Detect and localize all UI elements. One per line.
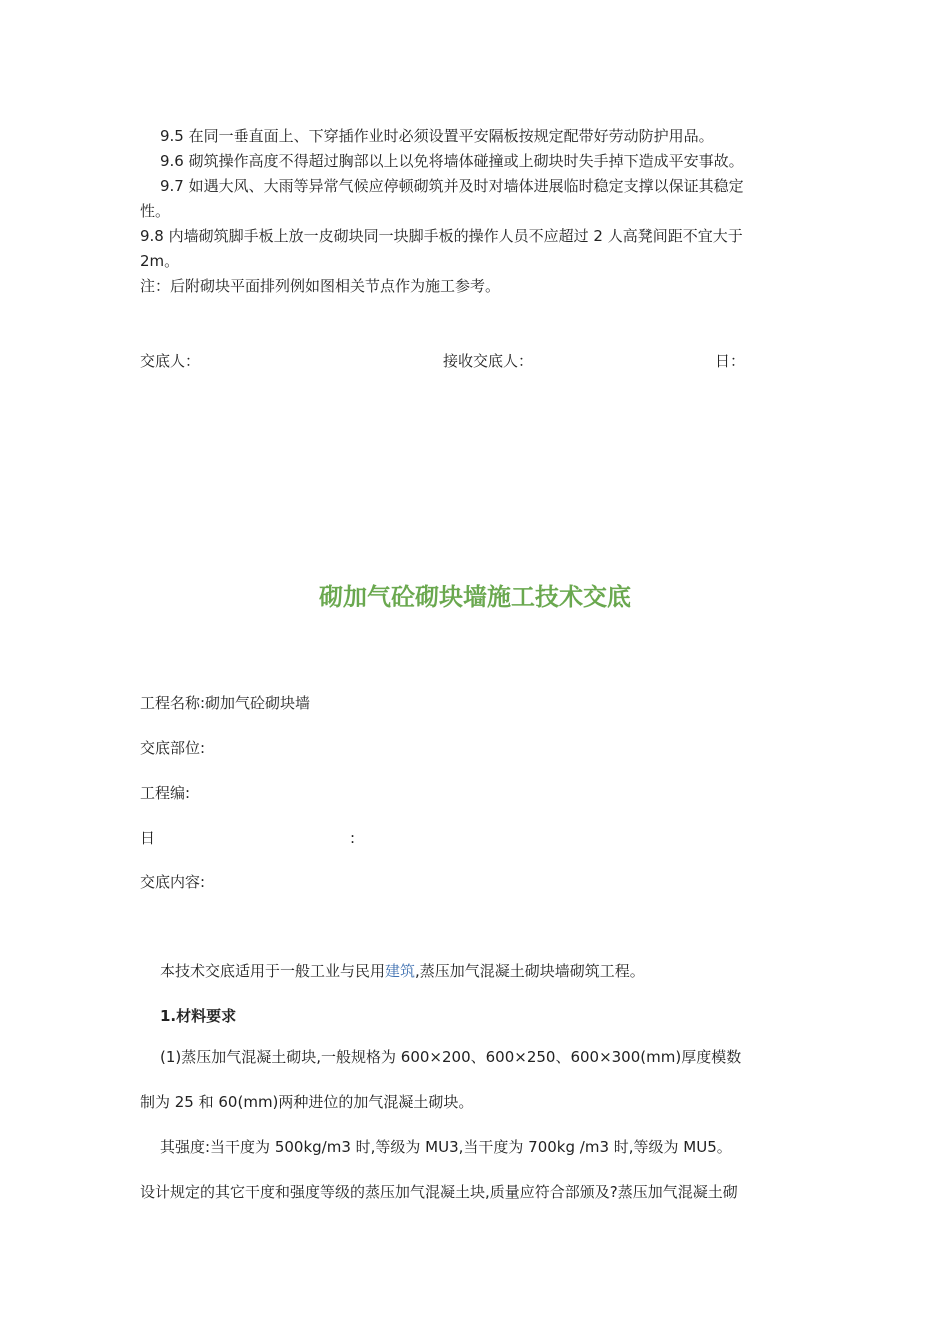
field-project-no: 工程编: bbox=[140, 784, 191, 802]
intro-paragraph bbox=[160, 959, 810, 984]
signature-date: 日： bbox=[715, 352, 746, 370]
document-title: 砌加气砼砌块墙施工技术交底 bbox=[319, 582, 631, 611]
clause-9-6: 9.6 砌筑操作高度不得超过胸部以上以免将墙体碰撞或上砌块时失手掉下造成平安事故。 bbox=[160, 152, 744, 170]
note: 注：后附砌块平面排列例如图相关节点作为施工参考。 bbox=[140, 277, 501, 295]
section-1-line-3: 其强度:当干度为 500kg/m3 时,等级为 MU3,当干度为 700kg /m3 时,等级为 MU5。 bbox=[160, 1138, 732, 1156]
field-location: 交底部位: bbox=[140, 739, 206, 757]
section-1-heading: 1.材料要求 bbox=[160, 1007, 237, 1025]
clause-9-8-continued: 2m。 bbox=[140, 252, 180, 270]
clause-9-5: 9.5 在同一垂直面上、下穿插作业时必须设置平安隔板按规定配带好劳动防护用品。 bbox=[160, 127, 714, 145]
field-date-colon: : bbox=[350, 829, 356, 847]
intro-suffix: ,蒸压加气混凝土砌块墙砌筑工程。 bbox=[415, 962, 645, 980]
section-1-line-2: 制为 25 和 60(mm)两种进位的加气混凝土砌块。 bbox=[140, 1093, 474, 1111]
field-content: 交底内容: bbox=[140, 873, 206, 891]
building-link[interactable]: 建筑 bbox=[385, 962, 416, 980]
section-1-line-4: 设计规定的其它干度和强度等级的蒸压加气混凝土块,质量应符合部颁及?蒸压加气混凝土砌 bbox=[140, 1183, 738, 1201]
signature-receiver: 接收交底人： bbox=[443, 352, 534, 370]
field-date bbox=[140, 826, 810, 851]
field-project-name: 工程名称:砌加气砼砌块墙 bbox=[140, 694, 311, 712]
clause-9-7-continued: 性。 bbox=[140, 202, 171, 220]
clause-9-8: 9.8 内墙砌筑脚手板上放一皮砌块同一块脚手板的操作人员不应超过 2 人高凳间距不宜大于 bbox=[140, 227, 743, 245]
signature-giver: 交底人： bbox=[140, 352, 201, 370]
intro-prefix: 本技术交底适用于一般工业与民用 bbox=[160, 962, 386, 980]
section-1-line-1: (1)蒸压加气混凝土砌块,一般规格为 600×200、600×250、600×300(mm)厚度模数 bbox=[160, 1048, 742, 1066]
clause-9-7: 9.7 如遇大风、大雨等异常气候应停顿砌筑并及时对墙体进展临时稳定支撑以保证其稳定 bbox=[160, 177, 744, 195]
field-date-label: 日 bbox=[140, 829, 156, 847]
